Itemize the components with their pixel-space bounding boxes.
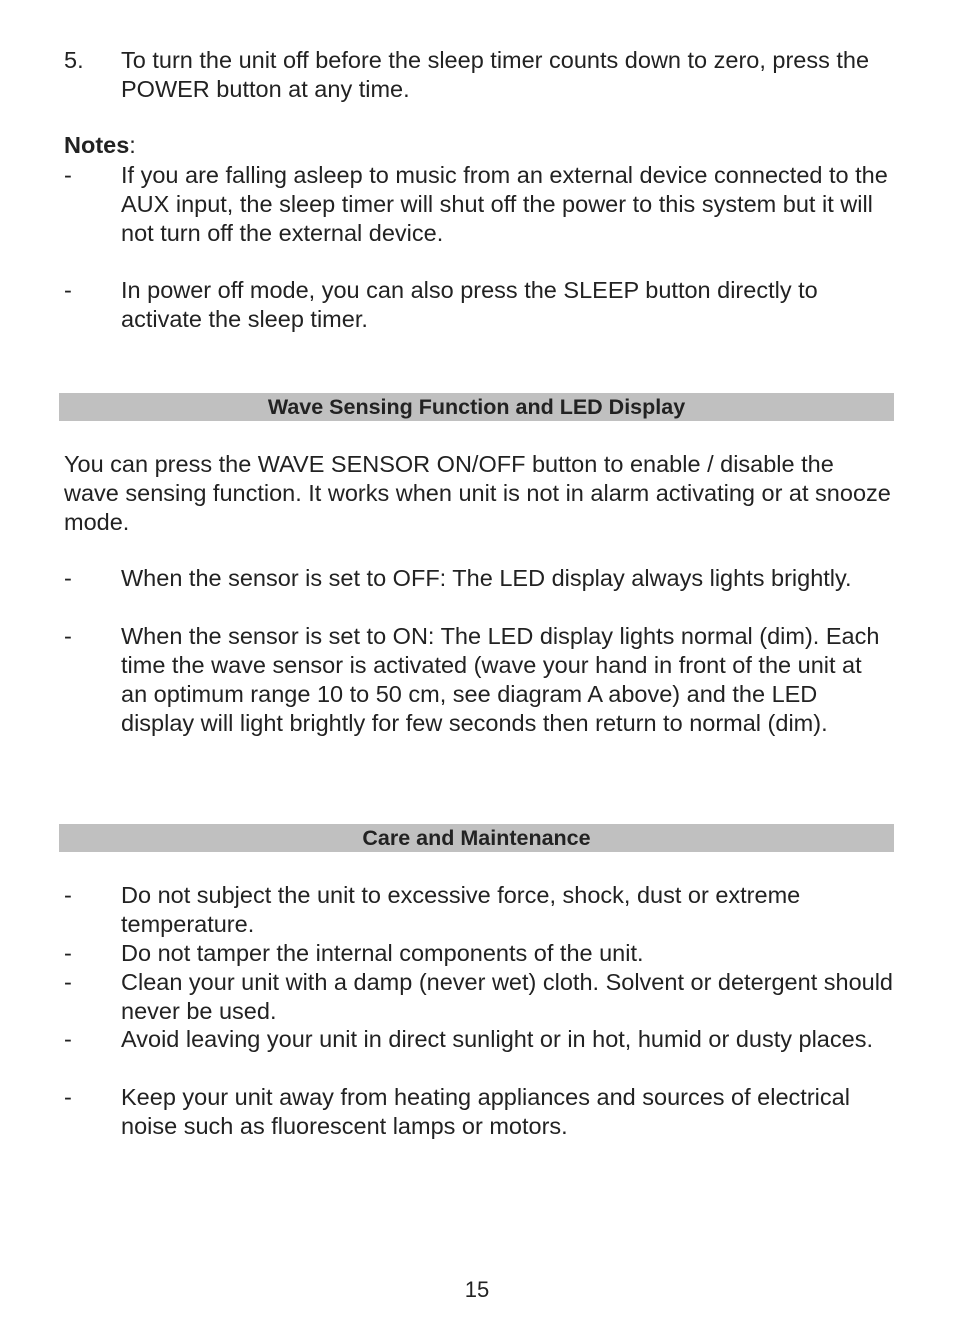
notes-heading (64, 131, 136, 160)
notes-title: Notes (64, 132, 130, 158)
section-heading-wave-sensing: Wave Sensing Function and LED Display (59, 393, 894, 421)
page-number: 15 (464, 1277, 490, 1302)
bullet-dash: - (64, 565, 72, 591)
bullet-dash: - (64, 969, 72, 995)
notes-colon: : (129, 132, 136, 158)
step-number: 5. (64, 47, 84, 73)
care-item-text: Do not subject the unit to excessive force, shock, dust or extreme temperature. (121, 882, 801, 937)
wave-intro-paragraph: You can press the WAVE SENSOR ON/OFF button to enable / disable the wave sensing function. It works when unit is not in alarm activating or at snooze mode. (64, 451, 891, 535)
bullet-dash: - (64, 882, 72, 908)
care-item-text: Do not tamper the internal components of the unit. (121, 940, 644, 966)
bullet-dash: - (64, 162, 72, 188)
bullet-dash: - (64, 277, 72, 303)
note-text: If you are falling asleep to music from an external device connected to the AUX input, the sleep timer will shut off the power to this system but it will not turn off the external device. (121, 162, 888, 246)
care-item-text: Avoid leaving your unit in direct sunlight or in hot, humid or dusty places. (121, 1026, 873, 1052)
care-item-text: Clean your unit with a damp (never wet) cloth. Solvent or detergent should never be used. (121, 969, 894, 1024)
section-heading-care: Care and Maintenance (59, 824, 894, 852)
note-text: In power off mode, you can also press the SLEEP button directly to activate the sleep timer. (121, 277, 818, 332)
care-item-text: Keep your unit away from heating appliances and sources of electrical noise such as fluorescent lamps or motors. (121, 1084, 850, 1139)
bullet-dash: - (64, 1026, 72, 1052)
wave-item-text: When the sensor is set to OFF: The LED display always lights brightly. (121, 565, 852, 591)
step-text: To turn the unit off before the sleep timer counts down to zero, press the POWER button at any time. (121, 47, 870, 102)
wave-item-text: When the sensor is set to ON: The LED display lights normal (dim). Each time the wave sensor is activated (wave your hand in front of the unit at an optimum range 10 to 50 cm, see diagram A above) and the LED display will light brightly for few seconds then return to normal (dim). (121, 623, 880, 736)
bullet-dash: - (64, 940, 72, 966)
bullet-dash: - (64, 623, 72, 649)
bullet-dash: - (64, 1084, 72, 1110)
